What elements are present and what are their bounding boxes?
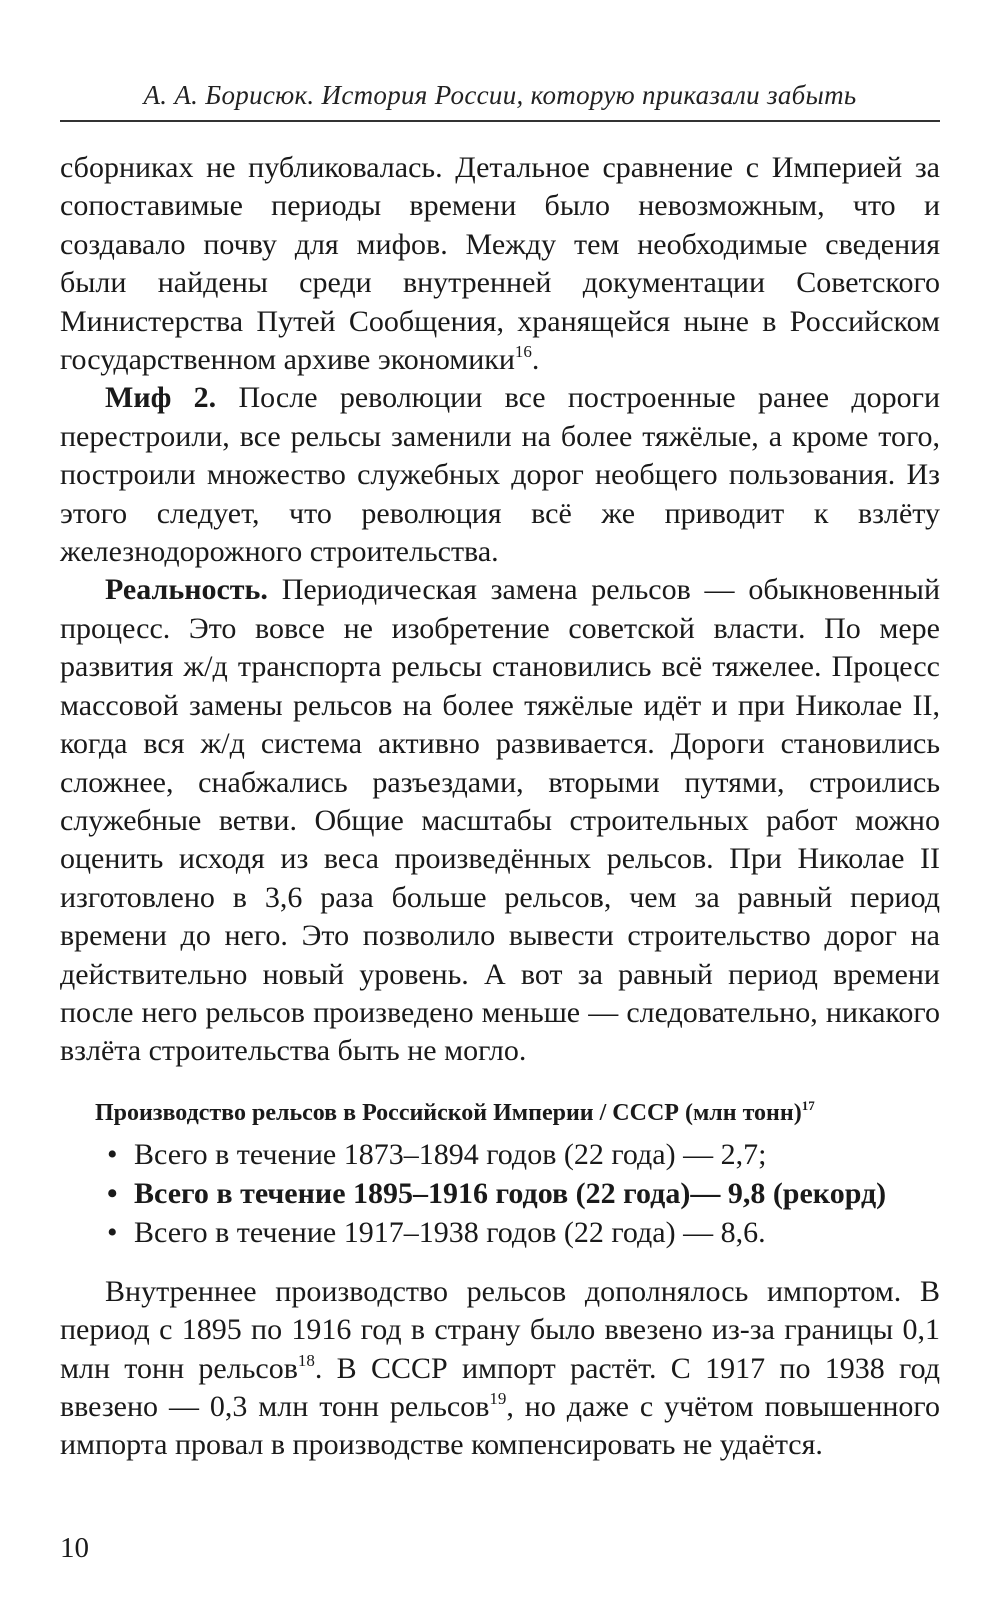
- paragraph-myth: [60, 379, 940, 571]
- paragraph-text: , но даже с учётом повышенного импорта провал в производстве компенсировать не удаётся.: [60, 1389, 940, 1462]
- running-title: А. А. Борисюк. История России, которую приказали забыть: [143, 80, 857, 110]
- book-page: [60, 0, 940, 1598]
- footnote-ref: 17: [801, 1097, 815, 1113]
- table-heading-text: Производство рельсов в Российской Империи / СССР (млн тонн): [95, 1099, 802, 1126]
- paragraph-end: .: [531, 343, 540, 377]
- footnote-ref: 18: [297, 1350, 315, 1370]
- paragraph-text: Внутреннее производство рельсов дополнялось импортом. В период с 1895 по 1916 год в страну было ввезено из-за границы 0,1 млн тонн рельсов: [60, 1274, 940, 1385]
- list-item: • Всего в течение 1873–1894 годов (22 года) — 2,7;: [107, 1135, 940, 1174]
- body-text: [60, 149, 940, 1465]
- table-heading: [60, 1095, 940, 1131]
- footnote-ref: 19: [489, 1388, 507, 1408]
- myth-text: После революции все построенные ранее дороги перестроили, все рельсы заменили на более тяжёлые, а кроме того, построили множество служебных дорог необщего пользования. Из этого следует, что революция всё же приводит к взлёту железнодорожного строительства.: [60, 381, 940, 569]
- list-item: • Всего в течение 1917–1938 годов (22 года) — 8,6.: [107, 1213, 940, 1252]
- paragraph-text: . В СССР импорт растёт. С 1917 по 1938 год ввезено — 0,3 млн тонн рельсов: [60, 1351, 940, 1423]
- list-item-record: • Всего в течение 1895–1916 годов (22 года)— 9,8 (рекорд): [107, 1174, 940, 1213]
- header-rule: [60, 120, 940, 122]
- paragraph-text: сборниках не публиковалась. Детальное сравнение с Империей за сопоставимые периоды времени было невозможным, что и создавало почву для мифов. Между тем необходимые сведения были найдены среди внутренней документации Советского Министерства Путей Сообщения, хранящейся ныне в Российском государственном архиве экономики: [60, 151, 940, 377]
- footnote-ref: 16: [514, 342, 532, 362]
- myth-label: Миф 2.: [105, 381, 217, 415]
- reality-text: Периодическая замена рельсов — обыкновенный процесс. Это вовсе не изобретение советской власти. По мере развития ж/д транспорта рельсы становились всё тяжелее. Процесс массовой замены рельсов на более тяжёлые идёт и при Николае II, когда вся ж/д система активно развивается. Дороги становились сложнее, снабжались разъездами, вторыми путями, строились служебные ветви. Общие масштабы строительных работ можно оценить исходя из веса произведённых рельсов. При Николае II изготовлено в 3,6 раза больше рельсов, чем за равный период времени до него. Это позволило вывести строительство дорог на действительно новый уровень. А вот за равный период времени после него рельсов произведено меньше — следовательно, никакого взлёта строительства быть не могло.: [60, 573, 940, 1068]
- reality-label: Реальность.: [105, 573, 268, 607]
- page-number: 10: [60, 1532, 89, 1564]
- paragraph-import: [60, 1273, 940, 1465]
- paragraph-reality: [60, 571, 940, 1070]
- production-list: [60, 1135, 940, 1252]
- paragraph-continuation: [60, 149, 940, 379]
